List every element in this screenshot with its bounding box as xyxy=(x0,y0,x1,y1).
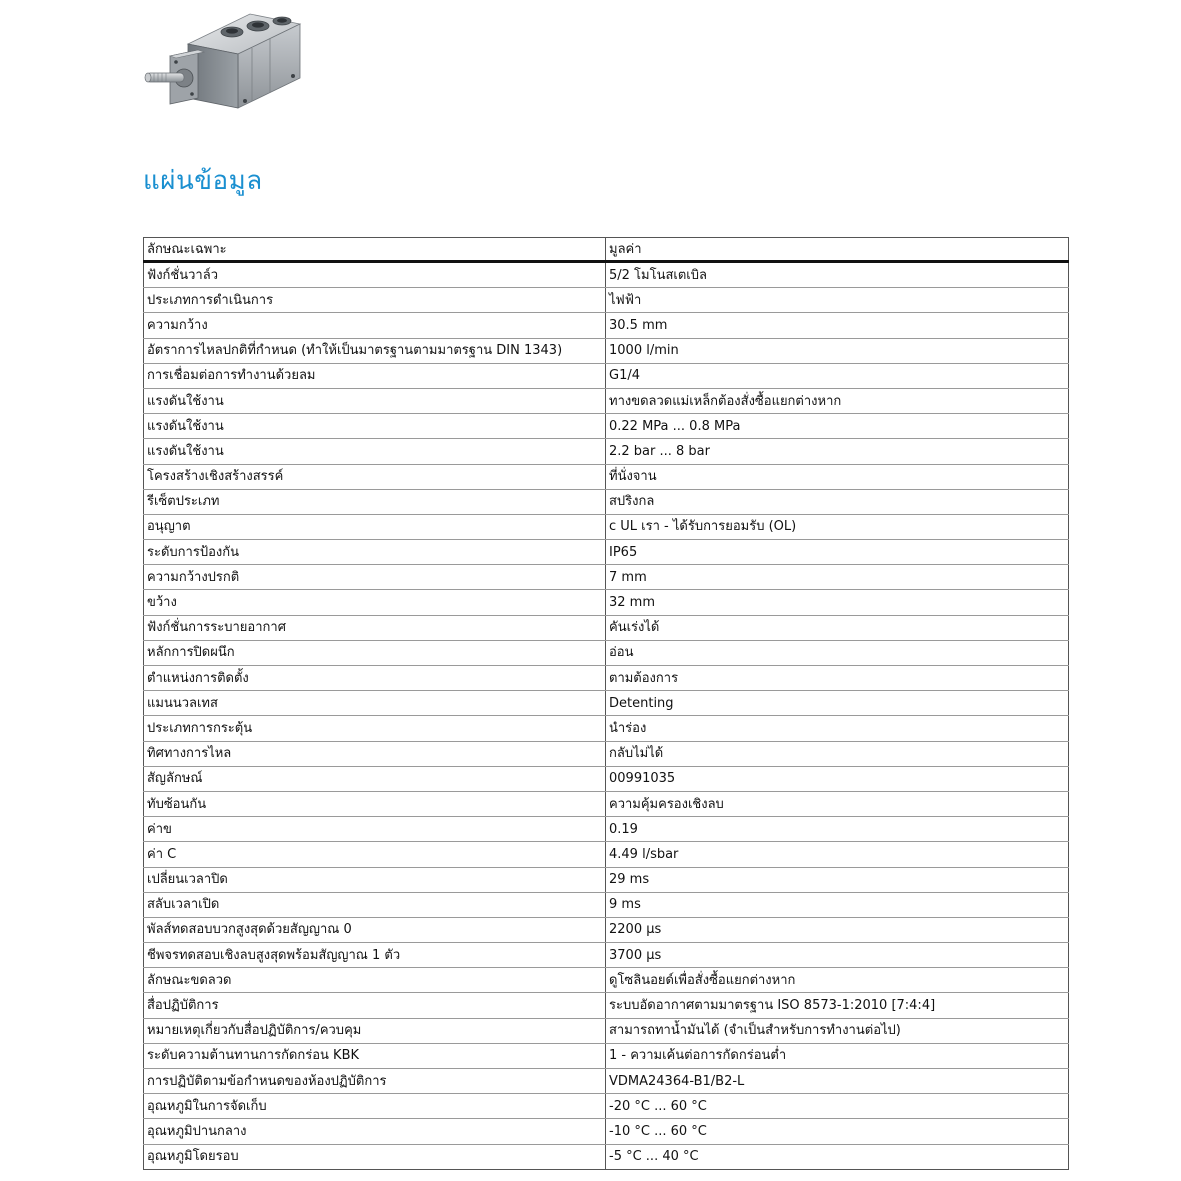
table-row xyxy=(144,968,1069,993)
table-row xyxy=(144,943,1069,968)
row-value: อ่อน xyxy=(606,640,1069,665)
table-row xyxy=(144,716,1069,741)
table-row xyxy=(144,414,1069,439)
table-row xyxy=(144,313,1069,338)
row-characteristic: ค่า C xyxy=(144,842,606,867)
row-characteristic: หลักการปิดผนึก xyxy=(144,640,606,665)
table-row xyxy=(144,464,1069,489)
table-row xyxy=(144,338,1069,363)
row-characteristic: สื่อปฏิบัติการ xyxy=(144,993,606,1018)
table-row xyxy=(144,489,1069,514)
row-characteristic: แรงดันใช้งาน xyxy=(144,388,606,413)
row-characteristic: รีเซ็ตประเภท xyxy=(144,489,606,514)
row-value: ไฟฟ้า xyxy=(606,288,1069,313)
row-value: VDMA24364-B1/B2-L xyxy=(606,1069,1069,1094)
row-value: 00991035 xyxy=(606,766,1069,791)
row-characteristic: ตำแหน่งการติดตั้ง xyxy=(144,666,606,691)
row-value: 0.19 xyxy=(606,817,1069,842)
row-characteristic: ประเภทการกระตุ้น xyxy=(144,716,606,741)
row-value: ตามต้องการ xyxy=(606,666,1069,691)
table-row xyxy=(144,288,1069,313)
table-row xyxy=(144,262,1069,288)
table-row xyxy=(144,993,1069,1018)
row-characteristic: อนุญาต xyxy=(144,514,606,539)
row-value: 0.22 MPa ... 0.8 MPa xyxy=(606,414,1069,439)
table-row xyxy=(144,615,1069,640)
row-value: 1 - ความเค้นต่อการกัดกร่อนต่ำ xyxy=(606,1043,1069,1068)
row-characteristic: หมายเหตุเกี่ยวกับสื่อปฏิบัติการ/ควบคุม xyxy=(144,1018,606,1043)
row-characteristic: ระดับการป้องกัน xyxy=(144,540,606,565)
row-value: Detenting xyxy=(606,691,1069,716)
row-value: IP65 xyxy=(606,540,1069,565)
table-row xyxy=(144,1094,1069,1119)
row-value: สามารถทาน้ำมันได้ (จำเป็นสำหรับการทำงานต่อไป) xyxy=(606,1018,1069,1043)
row-characteristic: ระดับความต้านทานการกัดกร่อน KBK xyxy=(144,1043,606,1068)
table-row xyxy=(144,590,1069,615)
table-body xyxy=(144,262,1069,1170)
row-characteristic: ความกว้างปรกติ xyxy=(144,565,606,590)
table-header-row xyxy=(144,238,1069,262)
row-characteristic: แรงดันใช้งาน xyxy=(144,414,606,439)
row-value: 1000 l/min xyxy=(606,338,1069,363)
row-value: -20 °C ... 60 °C xyxy=(606,1094,1069,1119)
row-value: คันเร่งได้ xyxy=(606,615,1069,640)
row-value: 7 mm xyxy=(606,565,1069,590)
row-characteristic: ขว้าง xyxy=(144,590,606,615)
spec-table xyxy=(143,237,1069,1170)
row-characteristic: ฟังก์ชั่นวาล์ว xyxy=(144,262,606,288)
page-title: แผ่นข้อมูล xyxy=(143,166,263,196)
table-row xyxy=(144,691,1069,716)
solenoid-valve-icon xyxy=(140,6,310,132)
row-characteristic: ทับซ้อนกัน xyxy=(144,791,606,816)
row-value: ความคุ้มครองเชิงลบ xyxy=(606,791,1069,816)
table-row xyxy=(144,1119,1069,1144)
row-value: -5 °C ... 40 °C xyxy=(606,1144,1069,1169)
row-value: สปริงกล xyxy=(606,489,1069,514)
table-row xyxy=(144,363,1069,388)
row-characteristic: พัลส์ทดสอบบวกสูงสุดด้วยสัญญาณ 0 xyxy=(144,917,606,942)
table-row xyxy=(144,741,1069,766)
table-row xyxy=(144,842,1069,867)
table-row xyxy=(144,514,1069,539)
table-row xyxy=(144,640,1069,665)
row-value: ทางขดลวดแม่เหล็กต้องสั่งซื้อแยกต่างหาก xyxy=(606,388,1069,413)
row-characteristic: ค่าข xyxy=(144,817,606,842)
row-characteristic: อัตราการไหลปกติที่กำหนด (ทำให้เป็นมาตรฐานตามมาตรฐาน DIN 1343) xyxy=(144,338,606,363)
row-characteristic: การเชื่อมต่อการทำงานด้วยลม xyxy=(144,363,606,388)
table-row xyxy=(144,540,1069,565)
row-value: 3700 µs xyxy=(606,943,1069,968)
row-value: ระบบอัดอากาศตามมาตรฐาน ISO 8573-1:2010 [7:4:4] xyxy=(606,993,1069,1018)
row-characteristic: ความกว้าง xyxy=(144,313,606,338)
row-value: 29 ms xyxy=(606,867,1069,892)
row-value: c UL เรา - ได้รับการยอมรับ (OL) xyxy=(606,514,1069,539)
table-row xyxy=(144,439,1069,464)
table-row xyxy=(144,766,1069,791)
header-value: มูลค่า xyxy=(606,238,1069,262)
row-value: ที่นั่งจาน xyxy=(606,464,1069,489)
row-characteristic: ฟังก์ชั่นการระบายอากาศ xyxy=(144,615,606,640)
row-characteristic: สัญลักษณ์ xyxy=(144,766,606,791)
row-characteristic: ประเภทการดำเนินการ xyxy=(144,288,606,313)
row-characteristic: ชีพจรทดสอบเชิงลบสูงสุดพร้อมสัญญาณ 1 ตัว xyxy=(144,943,606,968)
row-characteristic: โครงสร้างเชิงสร้างสรรค์ xyxy=(144,464,606,489)
row-characteristic: สลับเวลาเปิด xyxy=(144,892,606,917)
table-row xyxy=(144,1043,1069,1068)
row-value: 2200 µs xyxy=(606,917,1069,942)
row-characteristic: อุณหภูมิโดยรอบ xyxy=(144,1144,606,1169)
header-characteristic: ลักษณะเฉพาะ xyxy=(144,238,606,262)
row-characteristic: อุณหภูมิในการจัดเก็บ xyxy=(144,1094,606,1119)
row-characteristic: แรงดันใช้งาน xyxy=(144,439,606,464)
row-value: 5/2 โมโนสเตเบิล xyxy=(606,262,1069,288)
row-value: -10 °C ... 60 °C xyxy=(606,1119,1069,1144)
table-row xyxy=(144,867,1069,892)
table-row xyxy=(144,892,1069,917)
row-value: 32 mm xyxy=(606,590,1069,615)
row-characteristic: แมนนวลเทส xyxy=(144,691,606,716)
row-characteristic: อุณหภูมิปานกลาง xyxy=(144,1119,606,1144)
row-value: G1/4 xyxy=(606,363,1069,388)
table-row xyxy=(144,666,1069,691)
row-characteristic: เปลี่ยนเวลาปิด xyxy=(144,867,606,892)
row-value: กลับไม่ได้ xyxy=(606,741,1069,766)
table-row xyxy=(144,1144,1069,1169)
row-characteristic: การปฏิบัติตามข้อกำหนดของห้องปฏิบัติการ xyxy=(144,1069,606,1094)
table-row xyxy=(144,1069,1069,1094)
table-row xyxy=(144,1018,1069,1043)
table-row xyxy=(144,388,1069,413)
table-row xyxy=(144,791,1069,816)
row-characteristic: ลักษณะขดลวด xyxy=(144,968,606,993)
table-row xyxy=(144,917,1069,942)
row-value: 30.5 mm xyxy=(606,313,1069,338)
row-value: 2.2 bar ... 8 bar xyxy=(606,439,1069,464)
table-row xyxy=(144,565,1069,590)
row-value: 4.49 l/sbar xyxy=(606,842,1069,867)
row-value: 9 ms xyxy=(606,892,1069,917)
row-value: นำร่อง xyxy=(606,716,1069,741)
row-value: ดูโซลินอยด์เพื่อสั่งซื้อแยกต่างหาก xyxy=(606,968,1069,993)
table-row xyxy=(144,817,1069,842)
row-characteristic: ทิศทางการไหล xyxy=(144,741,606,766)
